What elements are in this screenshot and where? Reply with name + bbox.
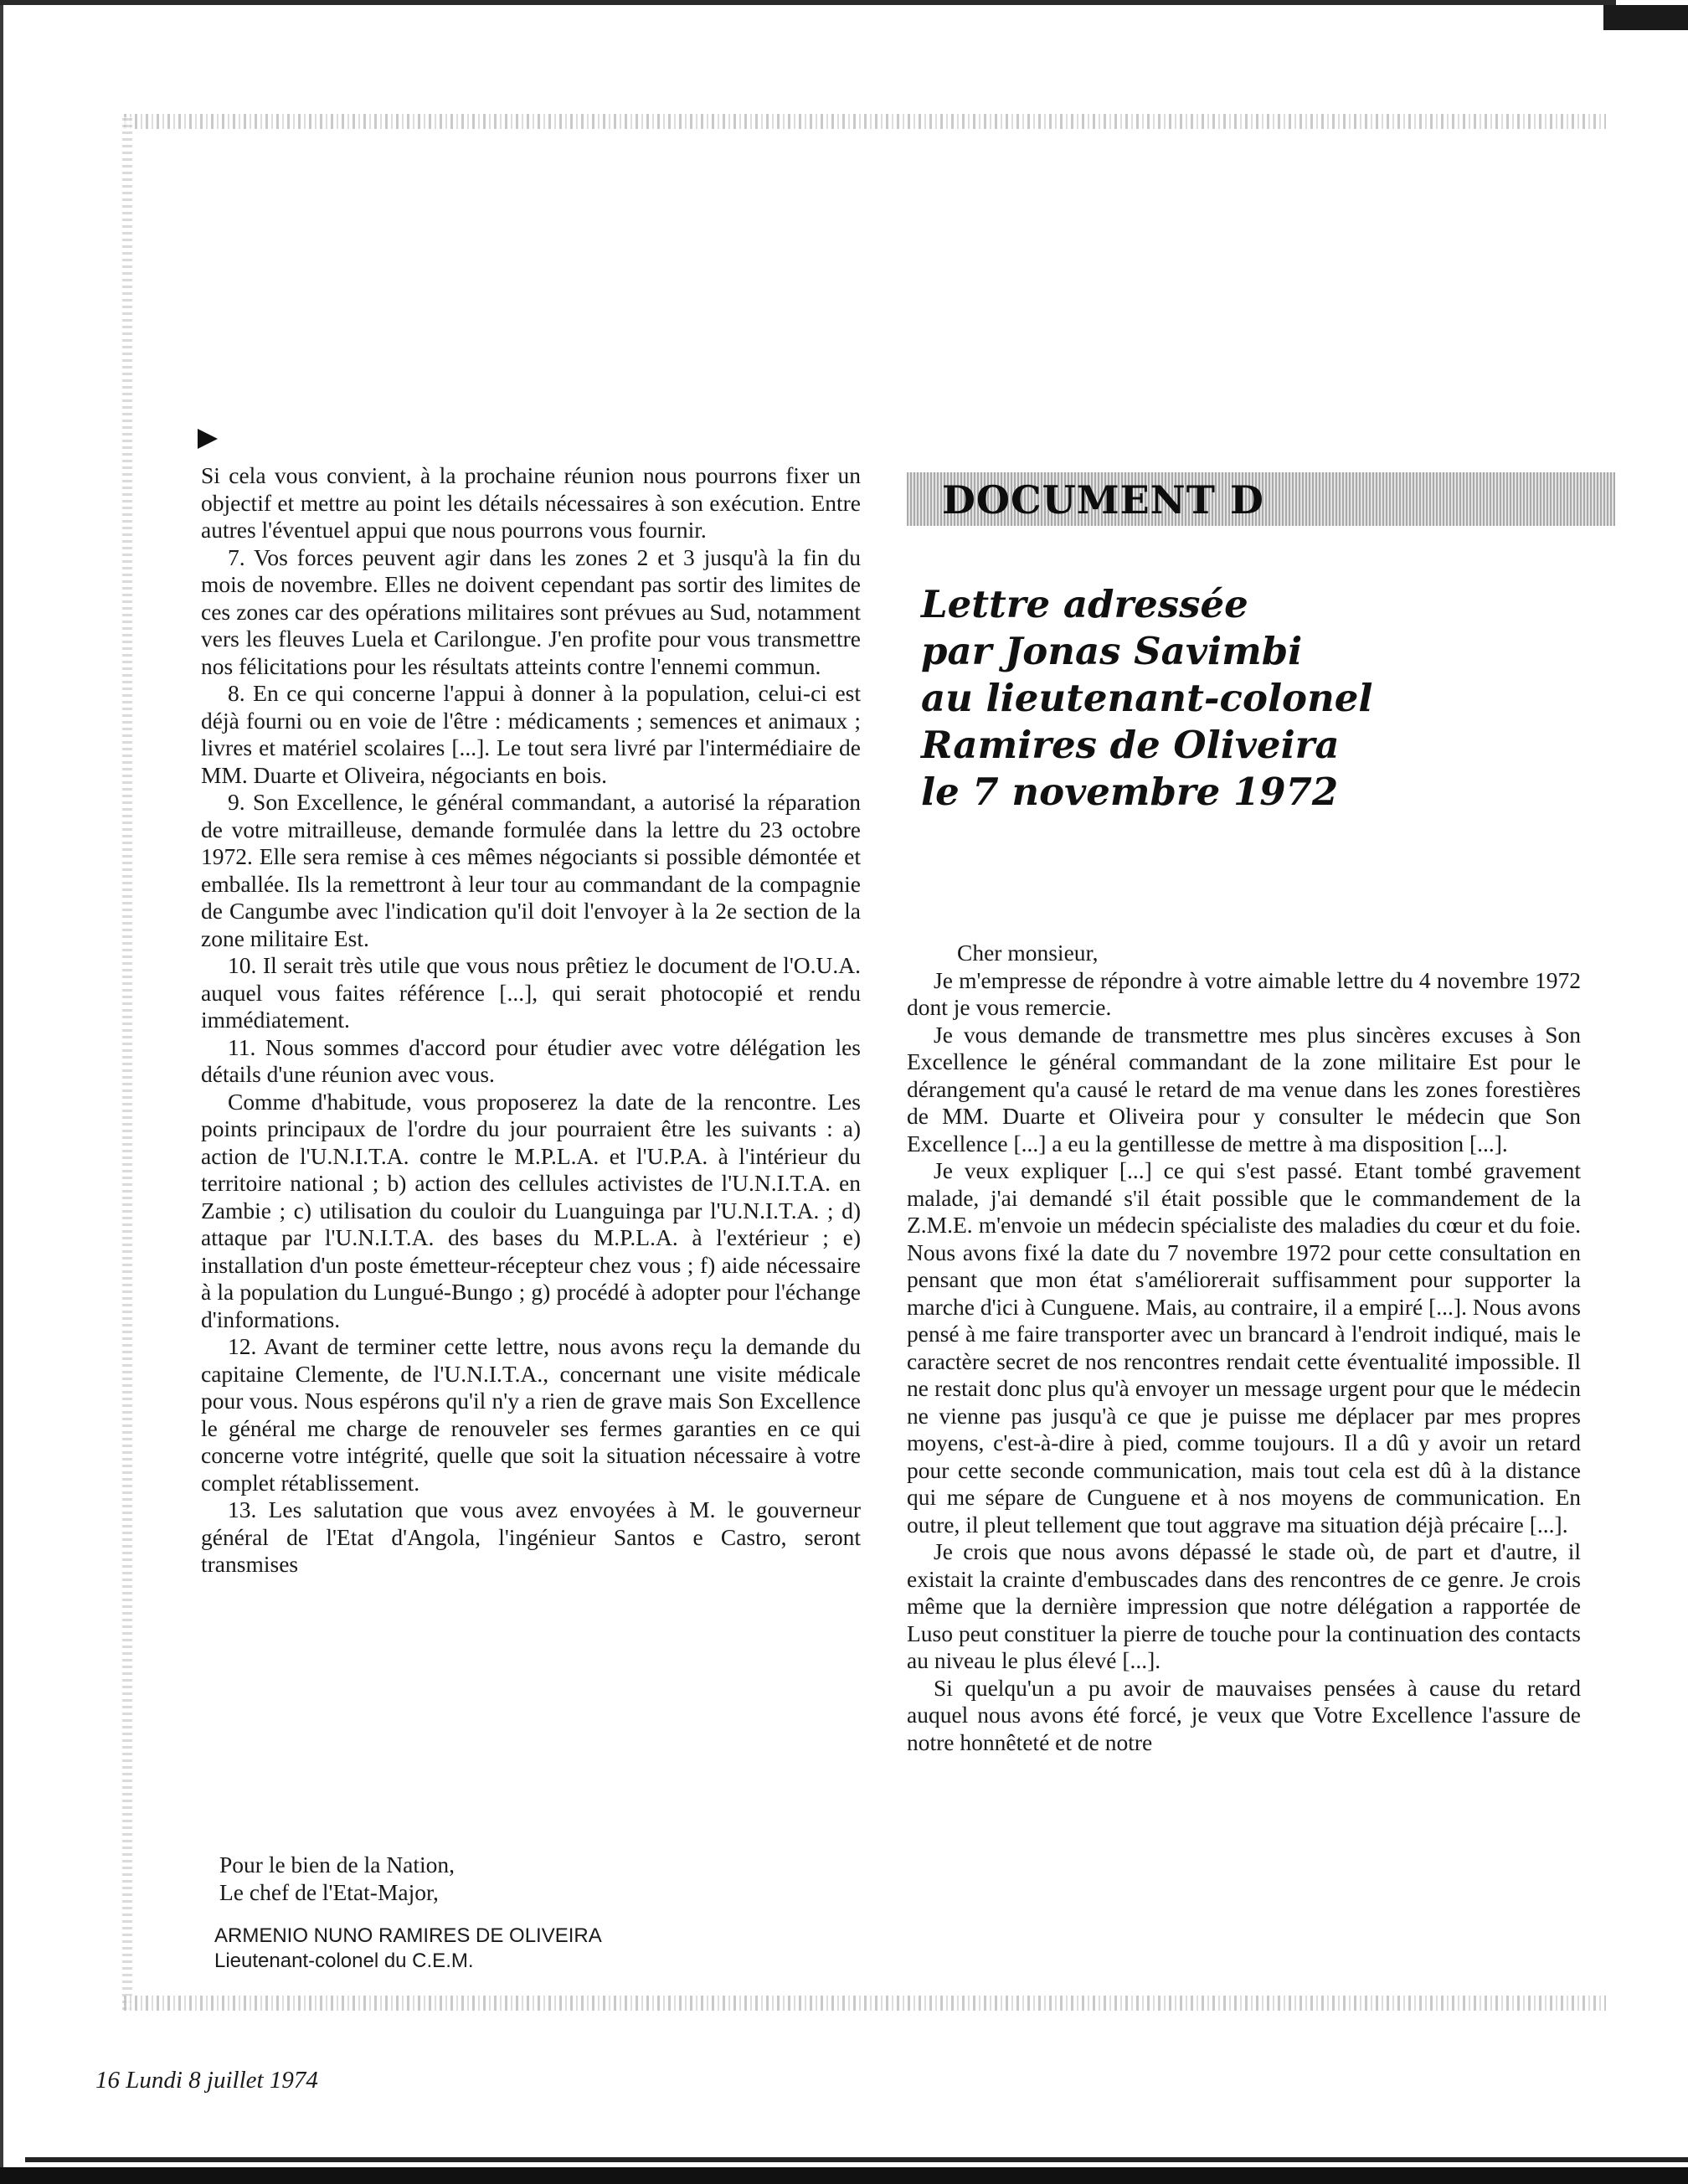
left-column [201, 462, 861, 1579]
paragraph: Comme d'habitude, vous proposerez la date de la rencontre. Les points principaux de l'ordre du jour pourraient être les suivants : a) action de l'U.N.I.T.A. contre le M.P.L.A. et l'U.P.A. à l'intérieur du territoire national ; b) action des cellules activistes de l'U.N.I.T.A. en Zambie ; c) utilisation du couloir du Luanguinga par l'U.N.I.T.A. ; d) attaque par l'U.N.I.T.A. des bases du M.P.L.A. à l'extérieur ; e) installation d'un poste émetteur-récepteur chez vous ; f) aide nécessaire à la population du Lungué-Bungo ; g) procédé à adopter pour l'échange d'informations. [201, 1088, 861, 1332]
paragraph: Je veux expliquer [...] ce qui s'est passé. Etant tombé gravement malade, j'ai demandé s'il était possible que le commandement de la Z.M.E. m'envoie un médecin spécialiste des maladies du cœur et du foie. Nous avons fixé la date du 7 novembre 1972 pour cette consultation en pensant que mon état s'améliorerait suffisamment pour supporter la marche d'ici à Cunguene. Mais, au contraire, il a empiré [...]. Nous avons pensé à me faire transporter avec un brancard à l'endroit indiqué, mais le caractère secret de nos rencontres rendait cette éventualité impossible. Il ne restait donc plus qu'à envoyer un message urgent pour que le médecin ne vienne pas jusqu'à ce que je puisse me déplacer par mes propres moyens, c'est-à-dire à pied, comme toujours. Il a dû y avoir un retard pour cette seconde communication, mais tout cela est dû à la distance qui me sépare de Cunguene et à nos moyens de communication. En outre, il pleut tellement que tout aggrave ma situation déjà précaire [...]. [907, 1157, 1581, 1538]
continuation-arrow-icon [198, 429, 218, 449]
paragraph: 7. Vos forces peuvent agir dans les zones 2 et 3 jusqu'à la fin du mois de novembre. Elles ne doivent cependant pas sortir des limites de ces zones car des opérations militaires sont prévues au Sud, notamment vers les fleuves Luela et Carilongue. J'en profite pour vous transmettre nos félicitations pour les résultats atteints contre l'ennemi commun. [201, 543, 861, 679]
signatory-name: ARMENIO NUNO RAMIRES DE OLIVEIRA [214, 1924, 602, 1947]
paragraph: 8. En ce qui concerne l'appui à donner à la population, celui-ci est déjà fourni ou en voie de l'être : médicaments ; semences et animaux ; livres et matériel scolaires [...]. Le tout sera livré par l'intermédiaire de MM. Duarte et Oliveira, négociants en bois. [201, 680, 861, 788]
paragraph: 11. Nous sommes d'accord pour étudier avec votre délégation les détails d'une réunion avec vous. [201, 1033, 861, 1087]
headline-line: par Jonas Savimbi [921, 629, 1303, 673]
paragraph: Je crois que nous avons dépassé le stade où, de part et d'autre, il existait la crainte d'embuscades dans des rencontres de ce genre. Je crois même que la dernière impression que notre délégation a rapportée de Luso peut constituer la pierre de touche pour la continuation des contacts au niveau le plus élevé [...]. [907, 1538, 1581, 1673]
scan-edge-top [0, 0, 1616, 5]
headline-line: au lieutenant-colonel [921, 676, 1373, 720]
scan-edge-tab [1603, 5, 1688, 30]
paragraph: 9. Son Excellence, le général commandant, a autorisé la réparation de votre mitrailleuse, demande formulée dans la lettre du 23 octobre 1972. Elle sera remise à ces mêmes négociants si possible démontée et emballée. Ils la remettront à leur tour au commandant de la compagnie de Cangumbe avec l'indication qu'il doit l'envoyer à la 2e section de la zone militaire Est. [201, 789, 861, 951]
closing-line: Le chef de l'Etat-Major, [219, 1879, 439, 1905]
closing-line: Pour le bien de la Nation, [219, 1852, 455, 1878]
paragraph: Si cela vous convient, à la prochaine réunion nous pourrons fixer un objectif et mettre au point les détails nécessaires à son exécution. Entre autres l'éventuel appui que nous pourrons vous fournir. [201, 462, 861, 543]
headline [921, 581, 1591, 816]
page-footer: 16 Lundi 8 juillet 1974 [95, 2067, 318, 2094]
halftone-frame-top [124, 114, 1606, 129]
paragraph: Si quelqu'un a pu avoir de mauvaises pensées à cause du retard auquel nous avons été forcé, je veux que Votre Excellence l'assure de notre honnêteté et de notre [907, 1674, 1581, 1755]
paragraph: Je vous demande de transmettre mes plus sincères excuses à Son Excellence le général commandant de la zone militaire Est pour le dérangement qu'a causé le retard de ma venue dans les zones forestières de MM. Duarte et Oliveira pour y consulter le médecin que Son Excellence [...] a eu la gentillesse de mettre à ma disposition [...]. [907, 1021, 1581, 1156]
headline-line: le 7 novembre 1972 [921, 770, 1339, 814]
signatory [214, 1924, 602, 1974]
halftone-frame-bottom [124, 1996, 1606, 2011]
scan-edge-left [0, 5, 3, 2174]
headline-line: Ramires de Oliveira [921, 723, 1340, 767]
closing-formula [219, 1851, 455, 1906]
paragraph: 12. Avant de terminer cette lettre, nous avons reçu la demande du capitaine Clemente, de l'U.N.I.T.A., concernant une visite médicale pour vous. Nous espérons qu'il n'y a rien de grave mais Son Excellence le général me charge de renouveler ses fermes garanties en ce qui concerne votre intégrité, quelle que soit la situation nécessaire à votre complet rétablissement. [201, 1333, 861, 1496]
scan-edge-bottom [0, 2152, 1688, 2184]
salutation: Cher monsieur, [957, 940, 1099, 966]
paragraph: 13. Les salutation que vous avez envoyées à M. le gouverneur général de l'Etat d'Angola, l'ingénieur Santos e Castro, seront transmises [201, 1496, 861, 1577]
paragraph: Je m'empresse de répondre à votre aimable lettre du 4 novembre 1972 dont je vous remercie. [907, 966, 1581, 1020]
paragraph: 10. Il serait très utile que vous nous prêtiez le document de l'O.U.A. auquel vous faites référence [...], qui serait photocopié et rendu immédiatement. [201, 952, 861, 1033]
signatory-title: Lieutenant-colonel du C.E.M. [214, 1950, 474, 1972]
document-label-banner [907, 472, 1615, 526]
right-column [907, 940, 1581, 1756]
document-label: DOCUMENT D [942, 477, 1264, 523]
halftone-frame-left [122, 117, 132, 2010]
headline-line: Lettre adressée [921, 582, 1248, 626]
